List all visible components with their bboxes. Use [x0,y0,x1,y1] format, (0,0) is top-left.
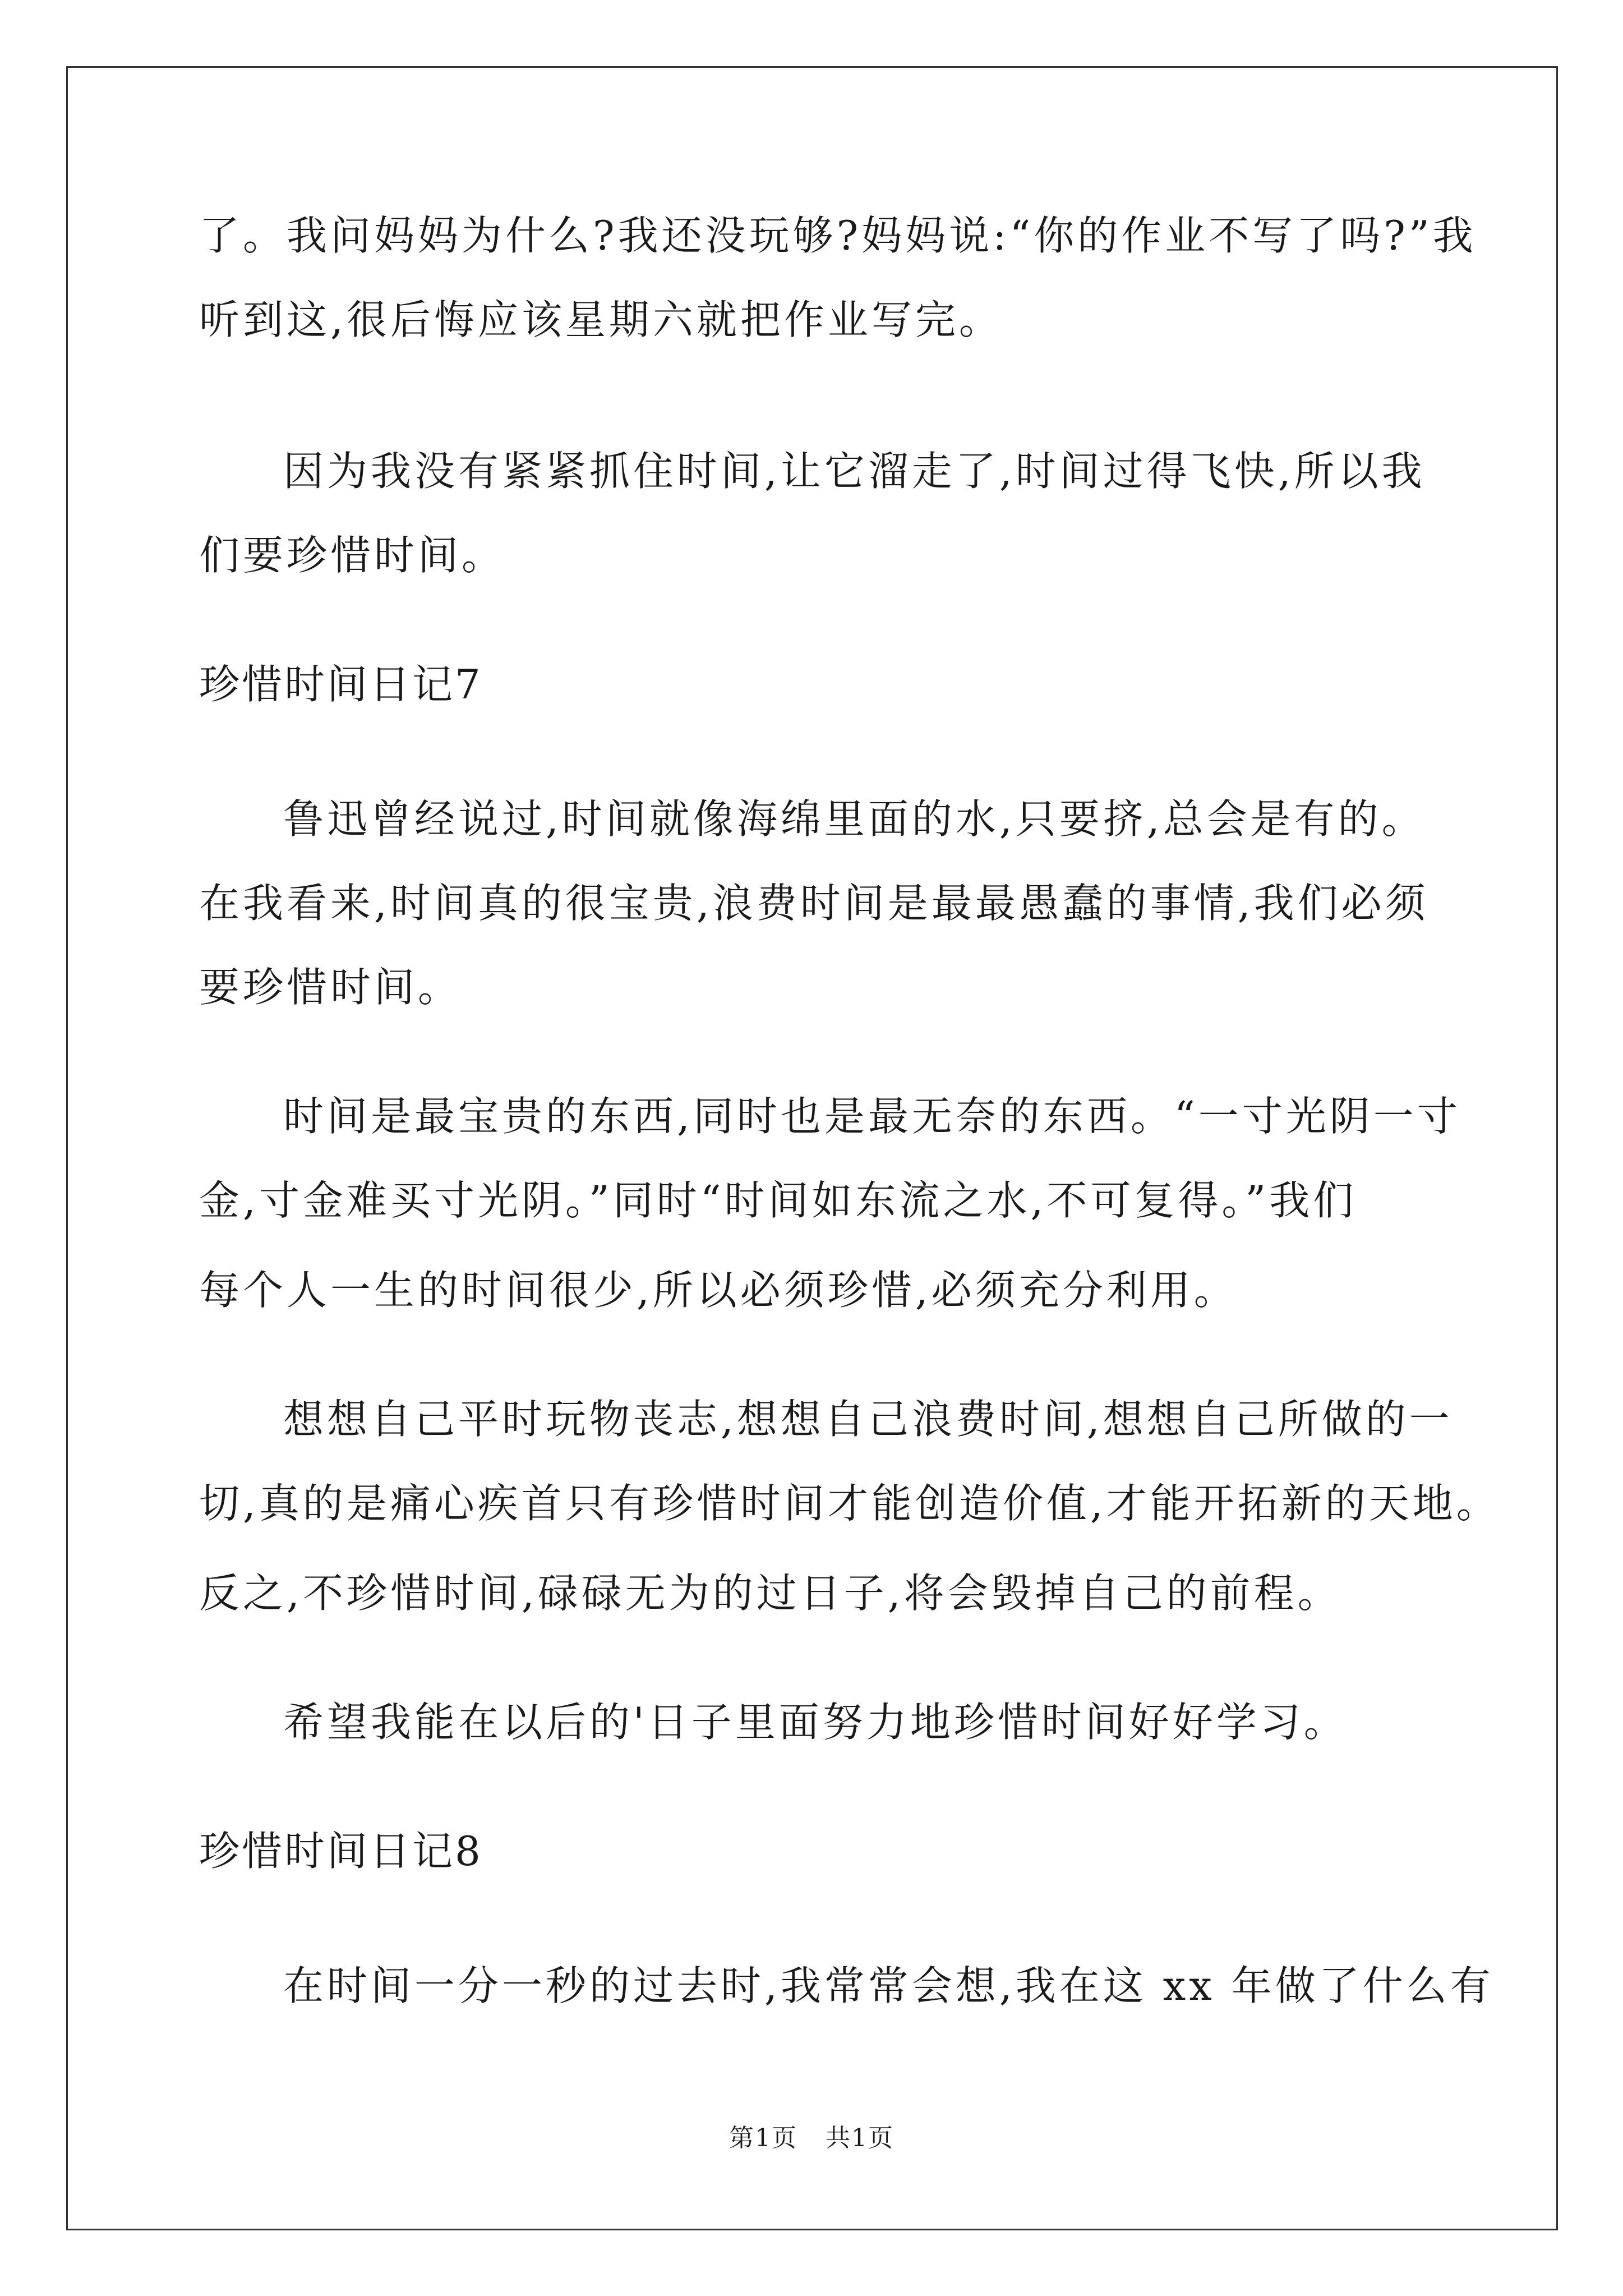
paragraph-line: 了。我问妈妈为什么?我还没玩够?妈妈说:“你的作业不写了吗?”我 [199,212,1477,259]
paragraph-line: 想想自己平时玩物丧志,想想自己浪费时间,想想自己所做的一 [283,1396,1453,1443]
paragraph-line: 金,寸金难买寸光阴。”同时“时间如东流之水,不可复得。”我们 [199,1177,1357,1224]
paragraph-line: 切,真的是痛心疾首只有珍惜时间才能创造价值,才能开拓新的天地。 [199,1480,1500,1527]
paragraph-line: 在我看来,时间真的很宝贵,浪费时间是最最愚蠢的事情,我们必须 [199,880,1429,927]
paragraph-line: 要珍惜时间。 [199,964,462,1011]
page-border [66,66,1558,2230]
paragraph-line: 每个人一生的时间很少,所以必须珍惜,必须充分利用。 [199,1267,1238,1314]
paragraph-line: 希望我能在以后的'日子里面努力地珍惜时间好好学习。 [283,1699,1348,1746]
page-footer [0,2122,1623,2155]
section-heading-diary-8: 珍惜时间日记8 [199,1828,483,1875]
paragraph-line: 因为我没有紧紧抓住时间,让它溜走了,时间过得飞快,所以我 [283,448,1426,495]
page-number-current: 第1页 [729,2124,797,2152]
paragraph-line: 鲁迅曾经说过,时间就像海绵里面的水,只要挤,总会是有的。 [283,795,1426,843]
page-number-total: 共1页 [826,2124,894,2152]
paragraph-line: 时间是最宝贵的东西,同时也是最无奈的东西。“一寸光阴一寸 [283,1093,1461,1140]
paragraph-line: 们要珍惜时间。 [199,532,506,579]
paragraph-line: 反之,不珍惜时间,碌碌无为的过日子,将会毁掉自己的前程。 [199,1570,1341,1617]
paragraph-line: 听到这,很后悔应该星期六就把作业写完。 [199,296,1003,343]
section-heading-diary-7: 珍惜时间日记7 [199,661,483,708]
paragraph-line: 在时间一分一秒的过去时,我常常会想,我在这 xx 年做了什么有 [283,1962,1494,2009]
